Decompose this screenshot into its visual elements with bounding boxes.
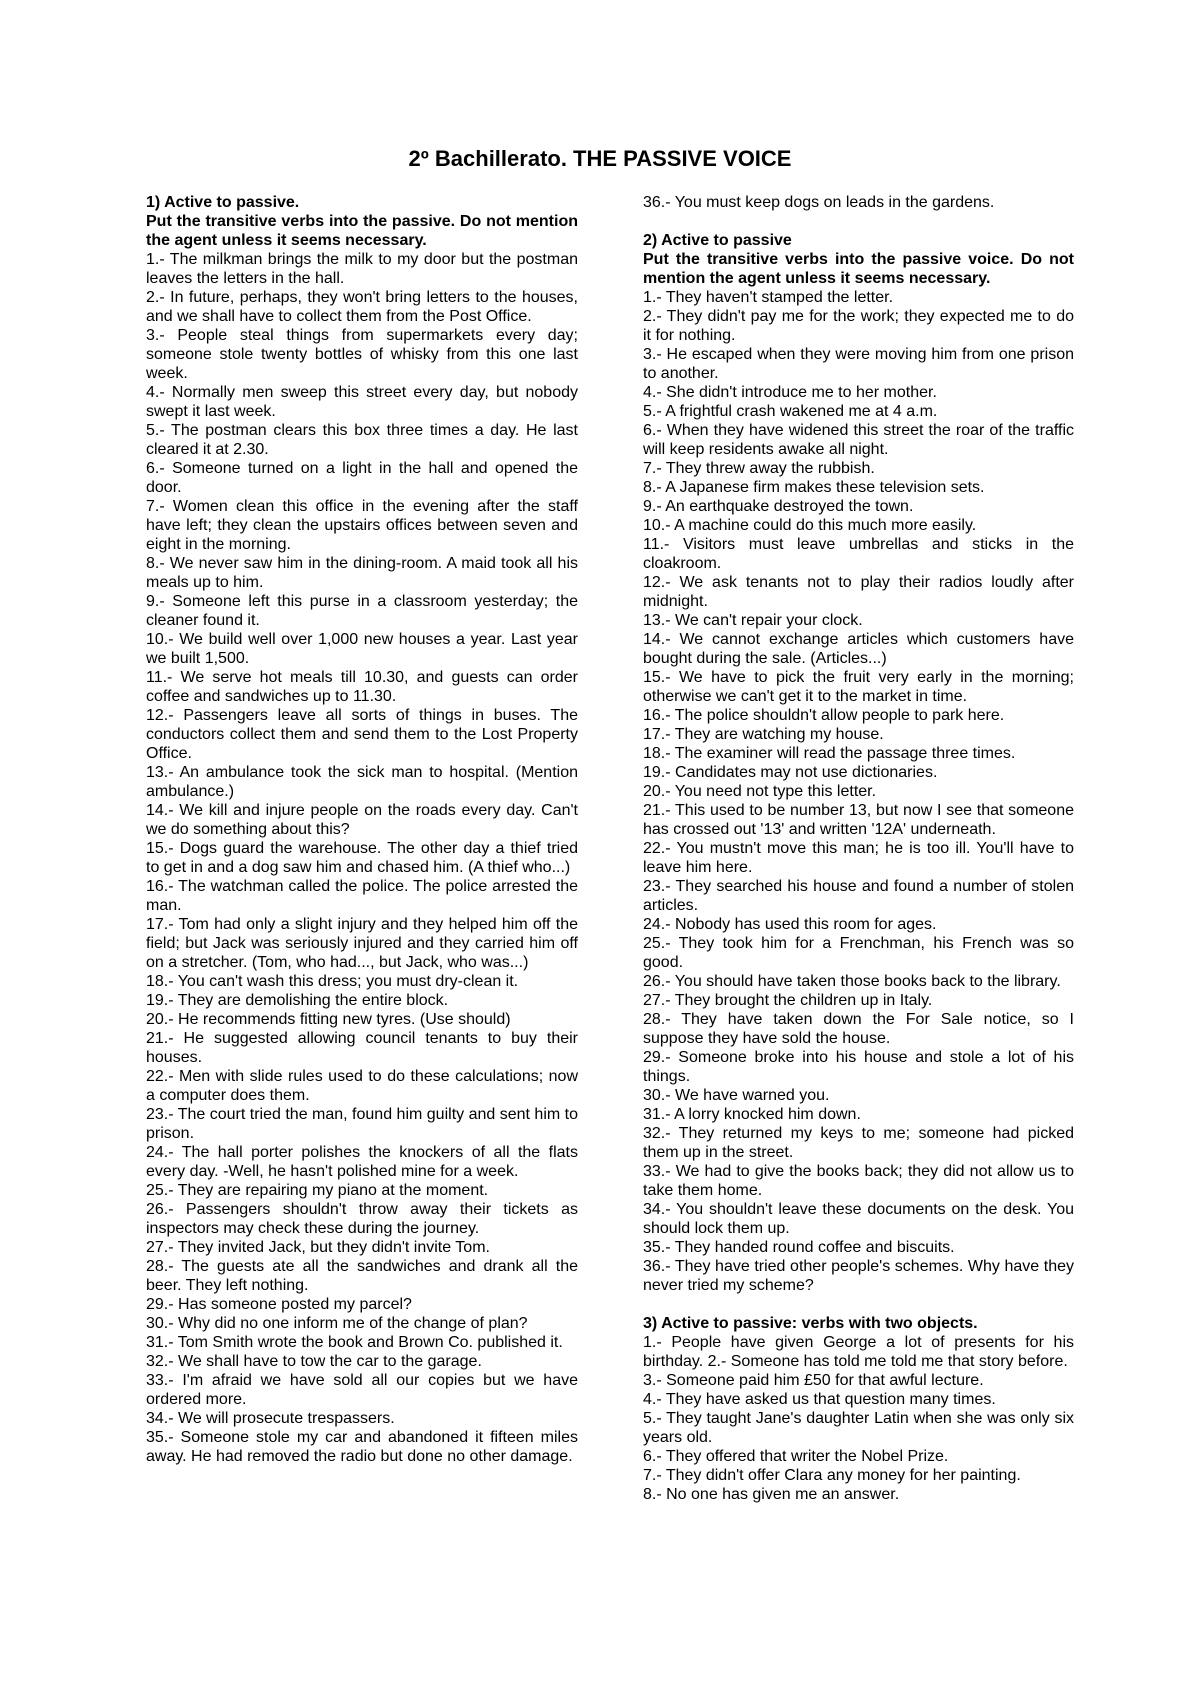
exercise-item: 24.- The hall porter polishes the knockers of all the flats every day. -Well, he hasn't polished mine for a week. (146, 1144, 578, 1180)
exercise-item: 16.- The police shouldn't allow people to park here. (643, 707, 1005, 724)
exercise-item: 3.- Someone paid him £50 for that awful lecture. (643, 1372, 984, 1389)
exercise-item: 15.- Dogs guard the warehouse. The other day a thief tried to get in and a dog saw him and chased him. (A thief who...) (146, 840, 578, 876)
section-1-continued (643, 193, 1074, 212)
right-column (643, 193, 1074, 1504)
exercise-item: 33.- I'm afraid we have sold all our copies but we have ordered more. (146, 1372, 578, 1408)
exercise-item: 12.- We ask tenants not to play their radios loudly after midnight. (643, 574, 1074, 610)
exercise-item: 1.- They haven't stamped the letter. (643, 289, 894, 306)
section-3 (643, 1314, 1074, 1504)
exercise-item: 27.- They brought the children up in Italy. (643, 992, 933, 1009)
exercise-item: 26.- Passengers shouldn't throw away their tickets as inspectors may check these during the journey. (146, 1201, 578, 1237)
exercise-item: 23.- The court tried the man, found him guilty and sent him to prison. (146, 1106, 578, 1142)
exercise-item: 8.- A Japanese firm makes these television sets. (643, 479, 985, 496)
exercise-item: 8.- No one has given me an answer. (643, 1486, 900, 1503)
exercise-item: 7.- Women clean this office in the evening after the staff have left; they clean the upstairs offices between seven and eight in the morning. (146, 498, 578, 553)
exercise-item: 21.- This used to be number 13, but now I see that someone has crossed out '13' and written '12A' underneath. (643, 802, 1074, 838)
exercise-item: 17.- Tom had only a slight injury and they helped him off the field; but Jack was seriously injured and they carried him off on a stretcher. (Tom, who had..., but Jack, who was...) (146, 916, 578, 971)
exercise-item: 3.- He escaped when they were moving him from one prison to another. (643, 346, 1074, 382)
page-title: 2º Bachillerato. THE PASSIVE VOICE (408, 146, 792, 171)
exercise-item: 12.- Passengers leave all sorts of things in buses. The conductors collect them and send them to the Lost Property Office. (146, 707, 578, 762)
exercise-item: 30.- We have warned you. (643, 1087, 830, 1104)
exercise-item: 36.- They have tried other people's schemes. Why have they never tried my scheme? (643, 1258, 1074, 1294)
exercise-item: 30.- Why did no one inform me of the change of plan? (146, 1315, 528, 1332)
exercise-item: 10.- A machine could do this much more easily. (643, 517, 977, 534)
exercise-item: 19.- Candidates may not use dictionaries. (643, 764, 938, 781)
exercise-item: 1.- The milkman brings the milk to my door but the postman leaves the letters in the hall. (146, 251, 578, 287)
exercise-item: 5.- A frightful crash wakened me at 4 a.m. (643, 403, 938, 420)
exercise-item: 14.- We cannot exchange articles which customers have bought during the sale. (Articles...) (643, 631, 1074, 667)
exercise-item: 4.- They have asked us that question many times. (643, 1391, 996, 1408)
exercise-item: 22.- You mustn't move this man; he is too ill. You'll have to leave him here. (643, 840, 1074, 876)
exercise-item: 35.- They handed round coffee and biscuits. (643, 1239, 955, 1256)
exercise-item: 6.- Someone turned on a light in the hall and opened the door. (146, 460, 578, 496)
section-2-exercise-list (643, 288, 1074, 1295)
exercise-item: 17.- They are watching my house. (643, 726, 884, 743)
exercise-item: 21.- He suggested allowing council tenants to buy their houses. (146, 1030, 578, 1066)
exercise-item: 34.- You shouldn't leave these documents on the desk. You should lock them up. (643, 1201, 1074, 1237)
exercise-item: 1.- People have given George a lot of presents for his birthday. 2.- Someone has told me told me that story before. (643, 1334, 1074, 1370)
exercise-item: 2.- They didn't pay me for the work; they expected me to do it for nothing. (643, 308, 1074, 344)
exercise-item: 9.- Someone left this purse in a classroom yesterday; the cleaner found it. (146, 593, 578, 629)
exercise-item: 9.- An earthquake destroyed the town. (643, 498, 914, 515)
exercise-item: 5.- The postman clears this box three times a day. He last cleared it at 2.30. (146, 422, 578, 458)
section-1-item-36: 36.- You must keep dogs on leads in the gardens. (643, 194, 995, 211)
exercise-item: 35.- Someone stole my car and abandoned it fifteen miles away. He had removed the radio but done no other damage. (146, 1429, 578, 1465)
exercise-item: 20.- He recommends fitting new tyres. (Use should) (146, 1011, 511, 1028)
section-3-heading: 3) Active to passive: verbs with two objects. (643, 1315, 978, 1332)
exercise-item: 20.- You need not type this letter. (643, 783, 877, 800)
exercise-item: 4.- She didn't introduce me to her mother. (643, 384, 937, 401)
exercise-item: 15.- We have to pick the fruit very early in the morning; otherwise we can't get it to the market in time. (643, 669, 1074, 705)
exercise-item: 18.- You can't wash this dress; you must dry-clean it. (146, 973, 519, 990)
exercise-item: 5.- They taught Jane's daughter Latin when she was only six years old. (643, 1410, 1074, 1446)
section-2-instruction: Put the transitive verbs into the passive voice. Do not mention the agent unless it seems necessary. (643, 251, 1074, 287)
exercise-item: 26.- You should have taken those books back to the library. (643, 973, 1061, 990)
exercise-item: 23.- They searched his house and found a number of stolen articles. (643, 878, 1074, 914)
left-column (146, 193, 578, 1466)
exercise-item: 6.- When they have widened this street the roar of the traffic will keep residents awake all night. (643, 422, 1074, 458)
section-3-exercise-list (643, 1333, 1074, 1504)
section-1-instruction: Put the transitive verbs into the passive. Do not mention the agent unless it seems necessary. (146, 213, 578, 249)
exercise-item: 29.- Has someone posted my parcel? (146, 1296, 412, 1313)
exercise-item: 29.- Someone broke into his house and stole a lot of his things. (643, 1049, 1074, 1085)
exercise-item: 28.- The guests ate all the sandwiches and drank all the beer. They left nothing. (146, 1258, 578, 1294)
exercise-item: 28.- They have taken down the For Sale notice, so I suppose they have sold the house. (643, 1011, 1074, 1047)
exercise-item: 31.- A lorry knocked him down. (643, 1106, 861, 1123)
exercise-item: 7.- They didn't offer Clara any money for her painting. (643, 1467, 1021, 1484)
exercise-item: 11.- We serve hot meals till 10.30, and guests can order coffee and sandwiches up to 11.30. (146, 669, 578, 705)
exercise-item: 32.- They returned my keys to me; someone had picked them up in the street. (643, 1125, 1074, 1161)
exercise-item: 25.- They are repairing my piano at the moment. (146, 1182, 489, 1199)
exercise-item: 14.- We kill and injure people on the roads every day. Can't we do something about this? (146, 802, 578, 838)
exercise-item: 25.- They took him for a Frenchman, his French was so good. (643, 935, 1074, 971)
exercise-item: 19.- They are demolishing the entire block. (146, 992, 449, 1009)
exercise-item: 13.- An ambulance took the sick man to hospital. (Mention ambulance.) (146, 764, 578, 800)
section-1 (146, 193, 578, 1466)
exercise-item: 18.- The examiner will read the passage three times. (643, 745, 1016, 762)
exercise-item: 7.- They threw away the rubbish. (643, 460, 875, 477)
section-2-heading: 2) Active to passive (643, 232, 792, 249)
section-1-exercise-list (146, 250, 578, 1466)
exercise-item: 6.- They offered that writer the Nobel Prize. (643, 1448, 949, 1465)
exercise-item: 31.- Tom Smith wrote the book and Brown Co. published it. (146, 1334, 563, 1351)
exercise-item: 13.- We can't repair your clock. (643, 612, 863, 629)
exercise-item: 27.- They invited Jack, but they didn't invite Tom. (146, 1239, 490, 1256)
exercise-item: 2.- In future, perhaps, they won't bring letters to the houses, and we shall have to collect them from the Post Office. (146, 289, 578, 325)
exercise-item: 4.- Normally men sweep this street every day, but nobody swept it last week. (146, 384, 578, 420)
exercise-item: 32.- We shall have to tow the car to the garage. (146, 1353, 482, 1370)
exercise-item: 3.- People steal things from supermarkets every day; someone stole twenty bottles of whisky from this one last week. (146, 327, 578, 382)
exercise-item: 11.- Visitors must leave umbrellas and sticks in the cloakroom. (643, 536, 1074, 572)
exercise-item: 10.- We build well over 1,000 new houses a year. Last year we built 1,500. (146, 631, 578, 667)
section-1-heading: 1) Active to passive. (146, 194, 300, 211)
exercise-item: 34.- We will prosecute trespassers. (146, 1410, 395, 1427)
exercise-item: 16.- The watchman called the police. The police arrested the man. (146, 878, 578, 914)
exercise-item: 33.- We had to give the books back; they did not allow us to take them home. (643, 1163, 1074, 1199)
exercise-item: 24.- Nobody has used this room for ages. (643, 916, 937, 933)
section-2 (643, 231, 1074, 1295)
exercise-item: 22.- Men with slide rules used to do these calculations; now a computer does them. (146, 1068, 578, 1104)
exercise-item: 8.- We never saw him in the dining-room. A maid took all his meals up to him. (146, 555, 578, 591)
